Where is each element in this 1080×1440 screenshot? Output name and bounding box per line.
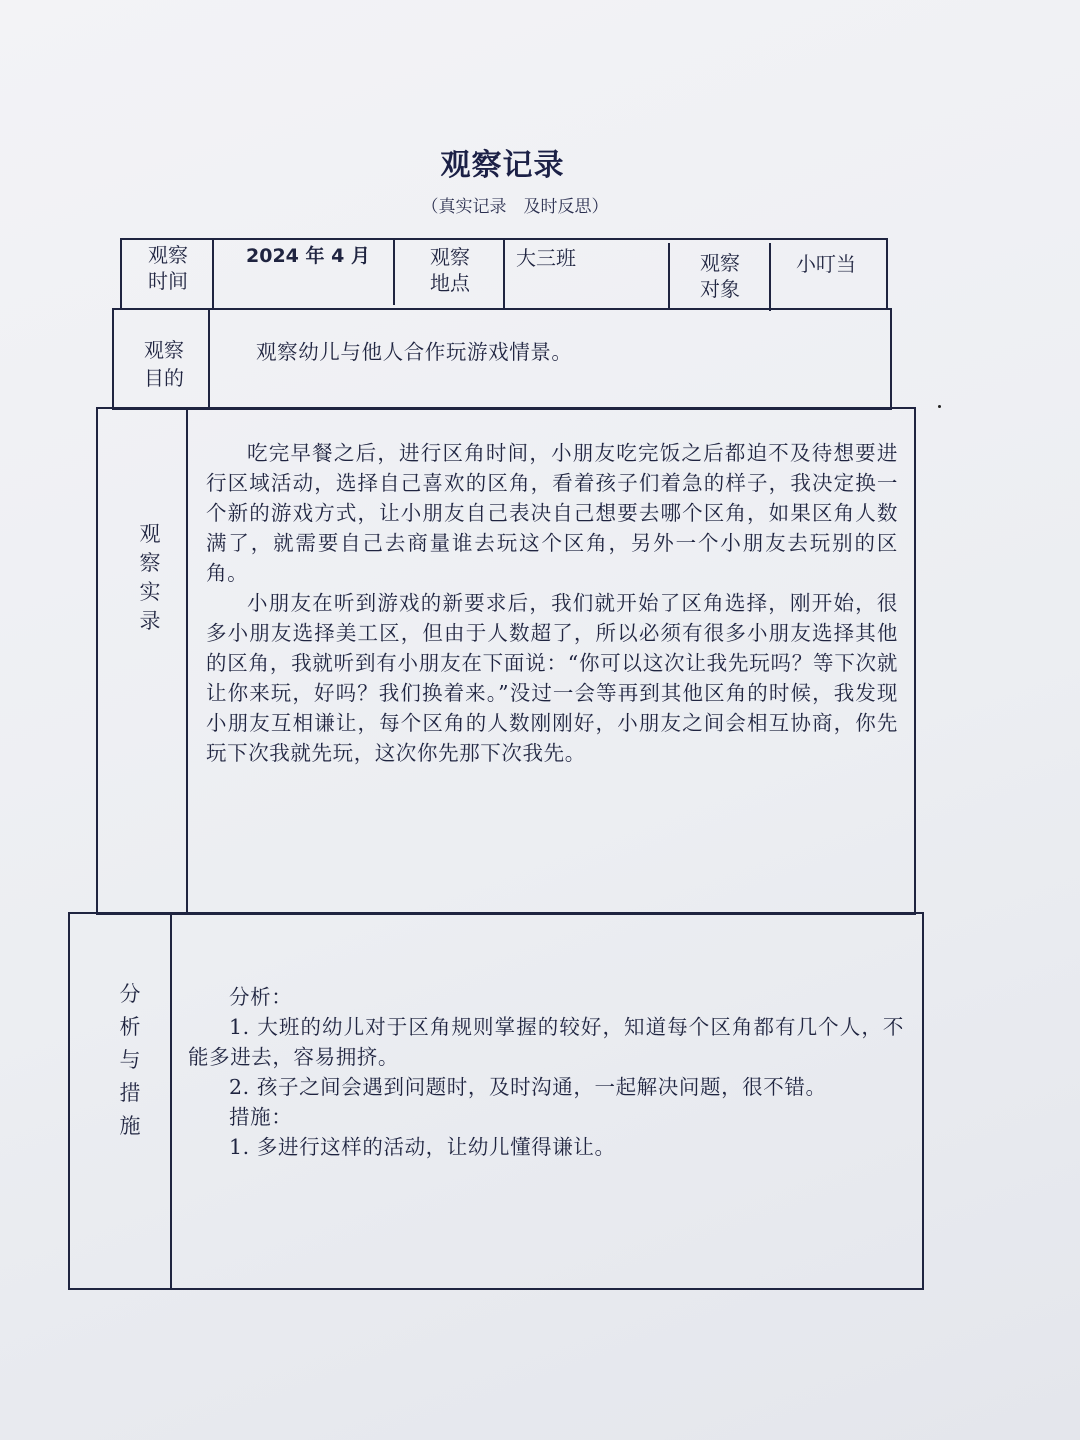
analysis-text <box>188 982 904 1162</box>
subject-value: 小叮当 <box>796 252 856 276</box>
page-title: 观察记录 <box>440 148 565 183</box>
divider <box>503 240 505 308</box>
record-label: 观 察 实 录 <box>139 522 161 633</box>
place-label: 观察 地点 <box>430 245 470 295</box>
divider <box>668 243 670 308</box>
divider <box>170 912 172 1290</box>
page-subtitle: （真实记录 及时反思） <box>421 197 609 217</box>
record-paragraph-2: 小朋友在听到游戏的新要求后，我们就开始了区角选择，刚开始，很多小朋友选择美工区，但由于人数超了，所以必须有很多小朋友选择其他的区角，我就听到有小朋友在下面说：“你可以这次让我先玩吗？等下次就让你来玩，好吗？我们换着来。”没过一会等再到其他区角的时候，我发现小朋友互相谦让，每个区角的人数刚刚好，小朋友之间会相互协商，你先玩下次我就先玩，这次你先那下次我先。 <box>206 591 898 765</box>
ink-dot <box>938 405 941 408</box>
analysis-point-2: 2. 孩子之间会遇到问题时，及时沟通，一起解决问题，很不错。 <box>229 1075 827 1099</box>
time-value: 2024 年 4 月 <box>246 245 370 267</box>
measures-heading: 措施： <box>229 1105 293 1129</box>
analysis-point-1: 1. 大班的幼儿对于区角规则掌握的较好，知道每个区角都有几个人，不能多进去，容易拥挤。 <box>188 1015 904 1069</box>
record-paragraph-1: 吃完早餐之后，进行区角时间，小朋友吃完饭之后都迫不及待想要进行区域活动，选择自己喜欢的区角，看着孩子们着急的样子，我决定换一个新的游戏方式，让小朋友自己表决自己想要去哪个区角，如果区角人数满了，就需要自己去商量谁去玩这个区角，另外一个小朋友去玩别的区角。 <box>206 441 898 585</box>
divider <box>393 240 395 305</box>
divider <box>212 238 214 310</box>
record-text <box>206 438 898 768</box>
place-value: 大三班 <box>516 246 576 270</box>
analysis-heading: 分析： <box>229 985 293 1009</box>
divider <box>186 407 188 915</box>
measures-point-1: 1. 多进行这样的活动，让幼儿懂得谦让。 <box>229 1135 616 1159</box>
purpose-label: 观察 目的 <box>144 338 184 390</box>
purpose-text: 观察幼儿与他人合作玩游戏情景。 <box>256 340 573 364</box>
time-label: 观察 时间 <box>148 243 188 293</box>
divider <box>769 243 771 311</box>
divider <box>208 308 210 410</box>
analysis-label: 分 析 与 措 施 <box>119 982 141 1138</box>
subject-label: 观察 对象 <box>700 251 740 301</box>
